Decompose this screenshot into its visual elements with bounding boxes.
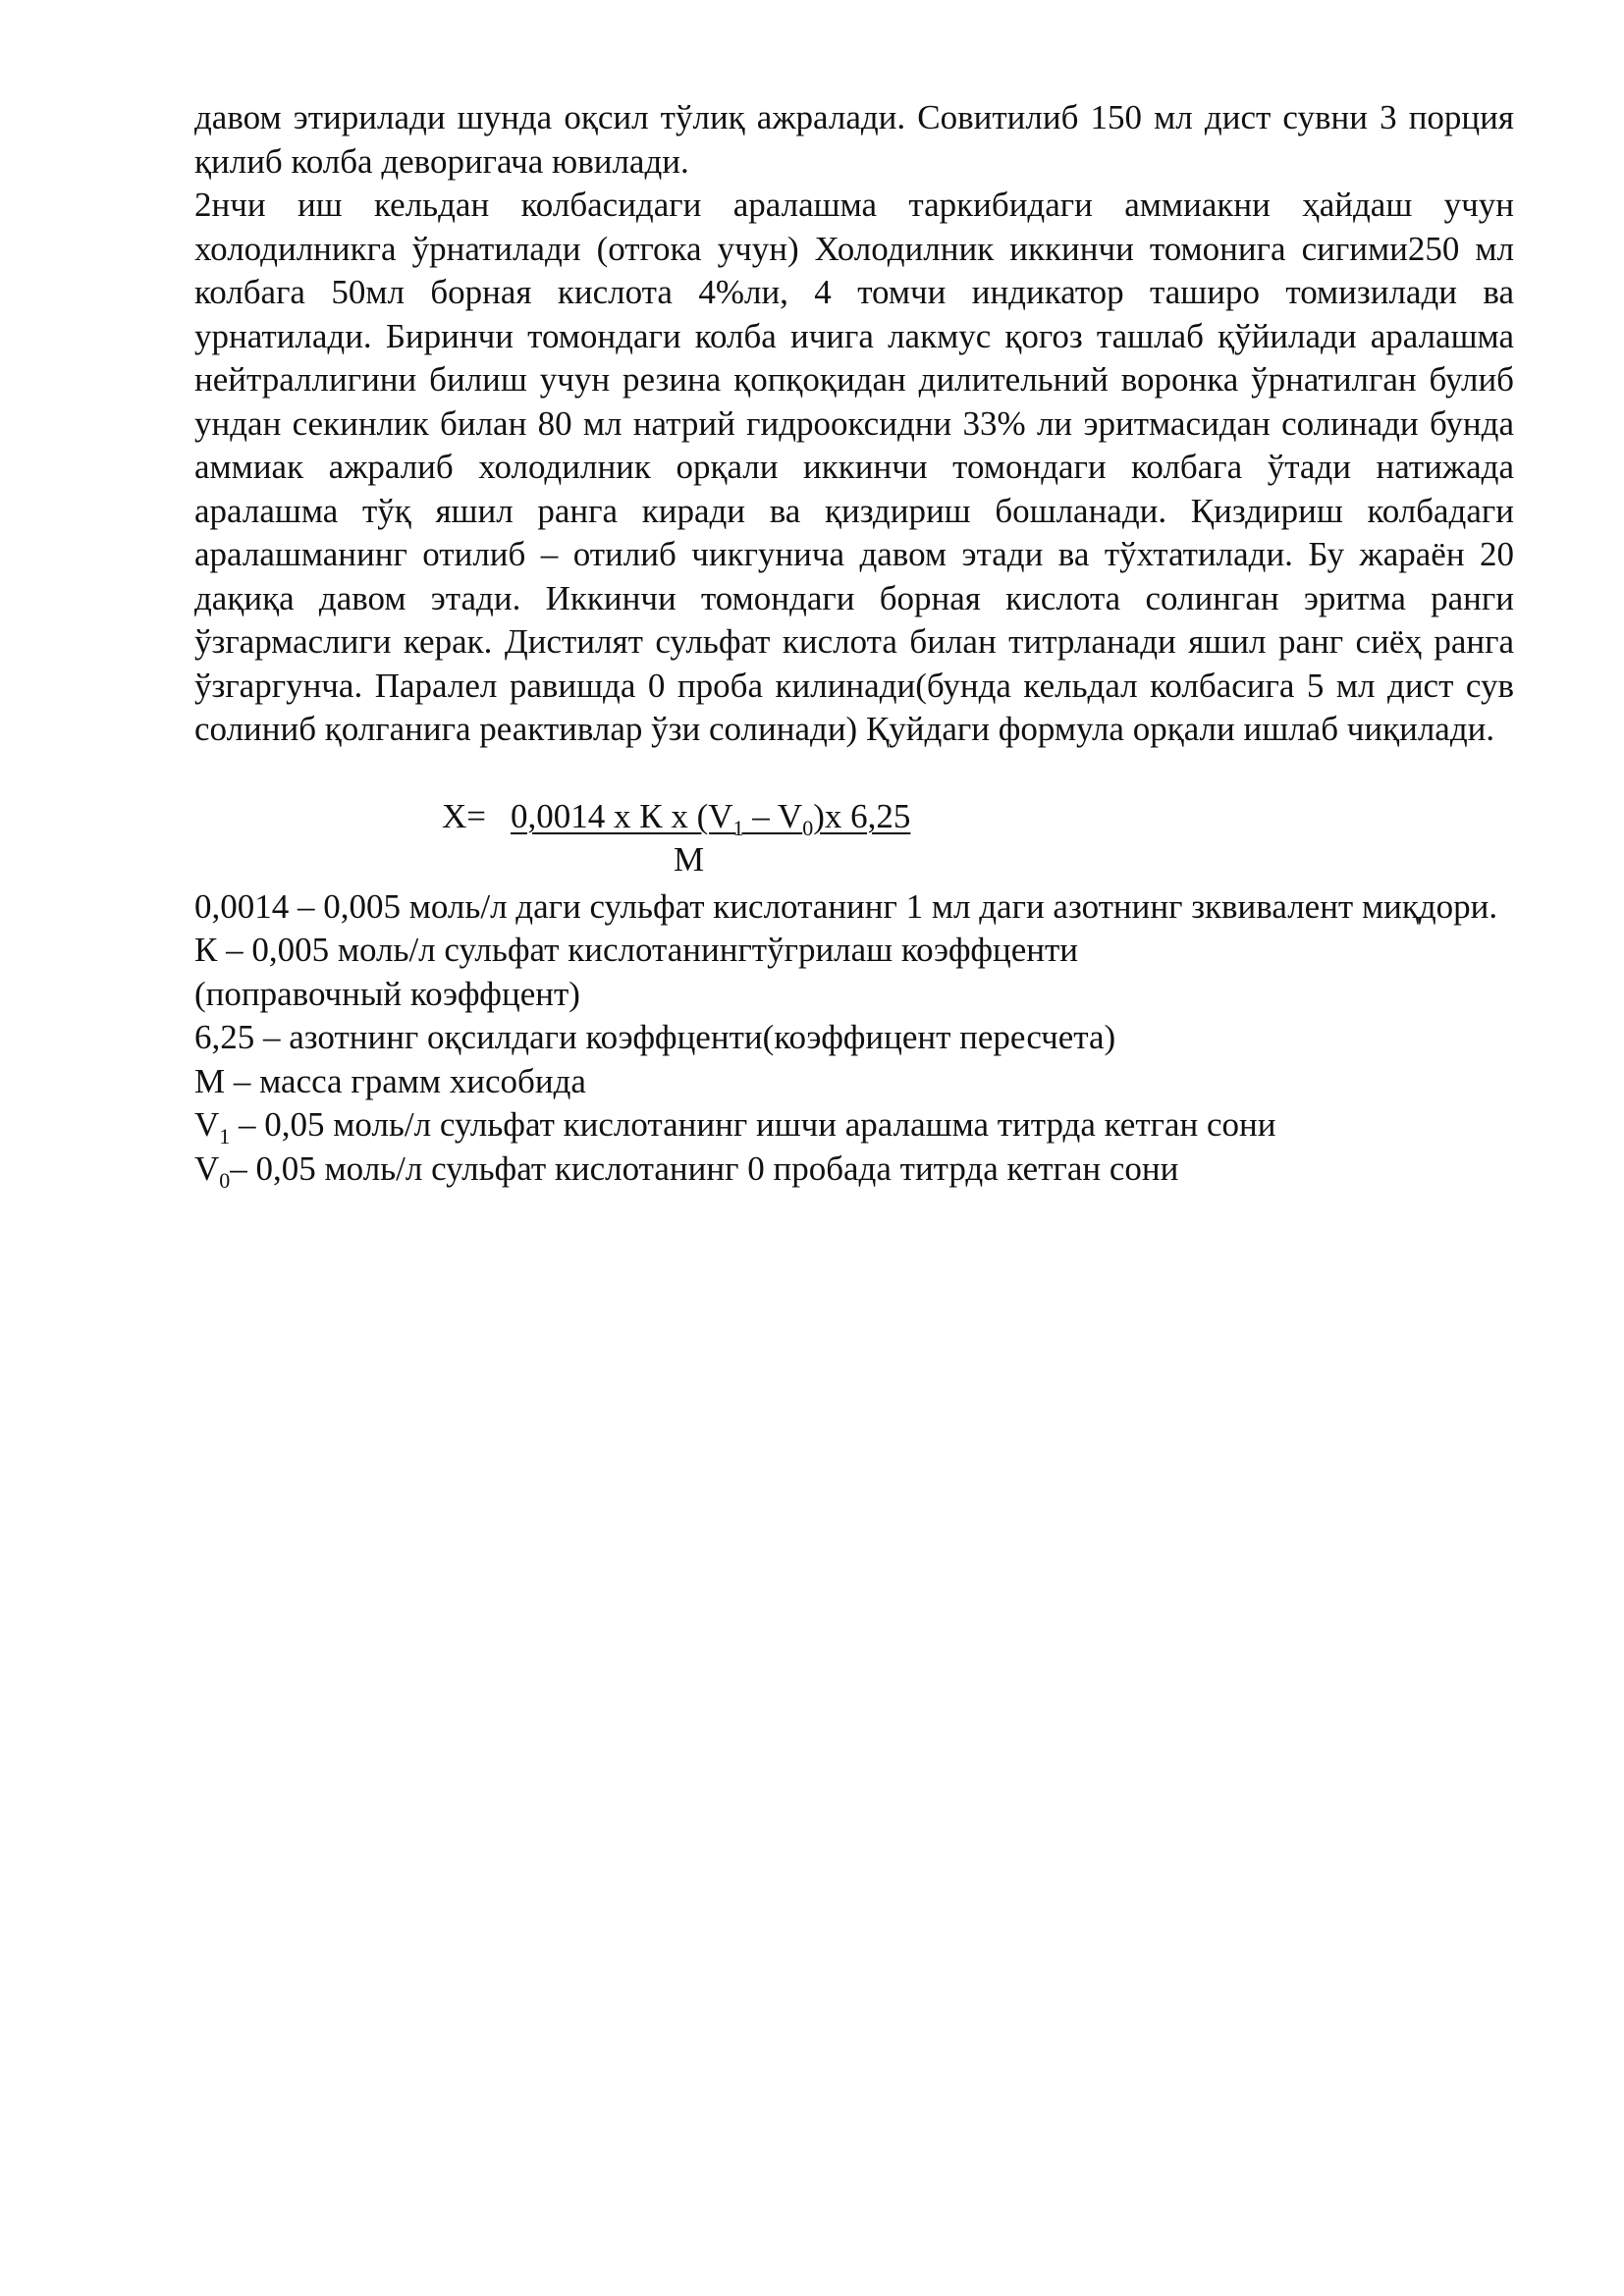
paragraph-continuation: давом этирилади шунда оқсил тўлиқ ажралади. Совитилиб 150 мл дист сувни 3 порция қилиб колба деворигача ювилади.	[194, 98, 1514, 181]
v0-text: – 0,05 моль/л сульфат кислотанинг 0 пробада титрда кетган сони	[230, 1148, 1179, 1188]
v1-var: V	[194, 1105, 220, 1144]
v0-sub: 0	[219, 1167, 231, 1193]
definition-0014: 0,0014 – 0,005 моль/л даги сульфат кислотанинг 1 мл даги азотнинг зквивалент миқдори.	[194, 886, 1498, 926]
v1-sub: 1	[219, 1124, 231, 1148]
v1-text: – 0,05 моль/л сульфат кислотанинг ишчи аралашма титрда кетган сони	[230, 1105, 1276, 1144]
numerator-sub-1: 1	[732, 815, 744, 840]
formula-lhs: Х=	[442, 796, 487, 835]
definition-k-note: (поправочный коэффцент)	[194, 974, 580, 1013]
spacer	[194, 752, 1514, 795]
definition-v1	[194, 1103, 1514, 1148]
document-body	[194, 96, 1514, 1191]
formula-numerator	[511, 795, 910, 838]
definition-625: 6,25 – азотнинг оқсилдаги коэффценти(коэффицент пересчета)	[194, 1018, 1116, 1056]
numerator-part2: – V	[743, 796, 803, 835]
numerator-part3: )х 6,25	[813, 796, 911, 835]
definition-v0	[194, 1148, 1514, 1192]
paragraph-procedure: 2нчи иш кельдан колбасидаги аралашма таркибидаги аммиакни ҳайдаш учун холодилникга ўрнатилади (отгока учун) Холодилник иккинчи томонига сигими250 мл колбага 50мл борная кислота 4%ли, 4 томчи индикатор таширо томизилади ва урнатилади. Биринчи томондаги колба ичига лакмус қогоз ташлаб қўйилади аралашма нейтраллигини билиш учун резина қопқоқидан дилительний воронка ўрнатилган булиб ундан секинлик билан 80 мл натрий гидрооксидни 33% ли эритмасидан солинади бунда аммиак ажралиб холодилник орқали иккинчи томондаги колбага ўтади натижада аралашма тўқ яшил ранга киради ва қиздириш бошланади. Қиздириш колбадаги аралашманинг отилиб – отилиб чикгунича давом этади ва тўхтатилади. Бу жараён 20 дақиқа давом этади. Иккинчи томондаги борная кислота солинган эритма ранги ўзгармаслиги керак. Дистилят сульфат кислота билан титрланади яшил ранг сиёҳ ранга ўзгаргунча. Паралел равишда 0 проба килинади(бунда кельдал колбасига 5 мл дист сув солиниб қолганига реактивлар ўзи солинади) Қуйдаги формула орқали ишлаб чиқилади.	[194, 186, 1514, 748]
numerator-part1: 0,0014 х К х (V	[511, 796, 733, 835]
v0-var: V	[194, 1148, 220, 1188]
definition-m: М – масса грамм хисобида	[194, 1061, 586, 1100]
numerator-sub-0: 0	[802, 815, 814, 840]
formula-denominator: М	[674, 839, 705, 879]
definition-k: К – 0,005 моль/л сульфат кислотанингтўгрилаш коэффценти	[194, 931, 1079, 969]
formula-block	[194, 795, 1514, 885]
